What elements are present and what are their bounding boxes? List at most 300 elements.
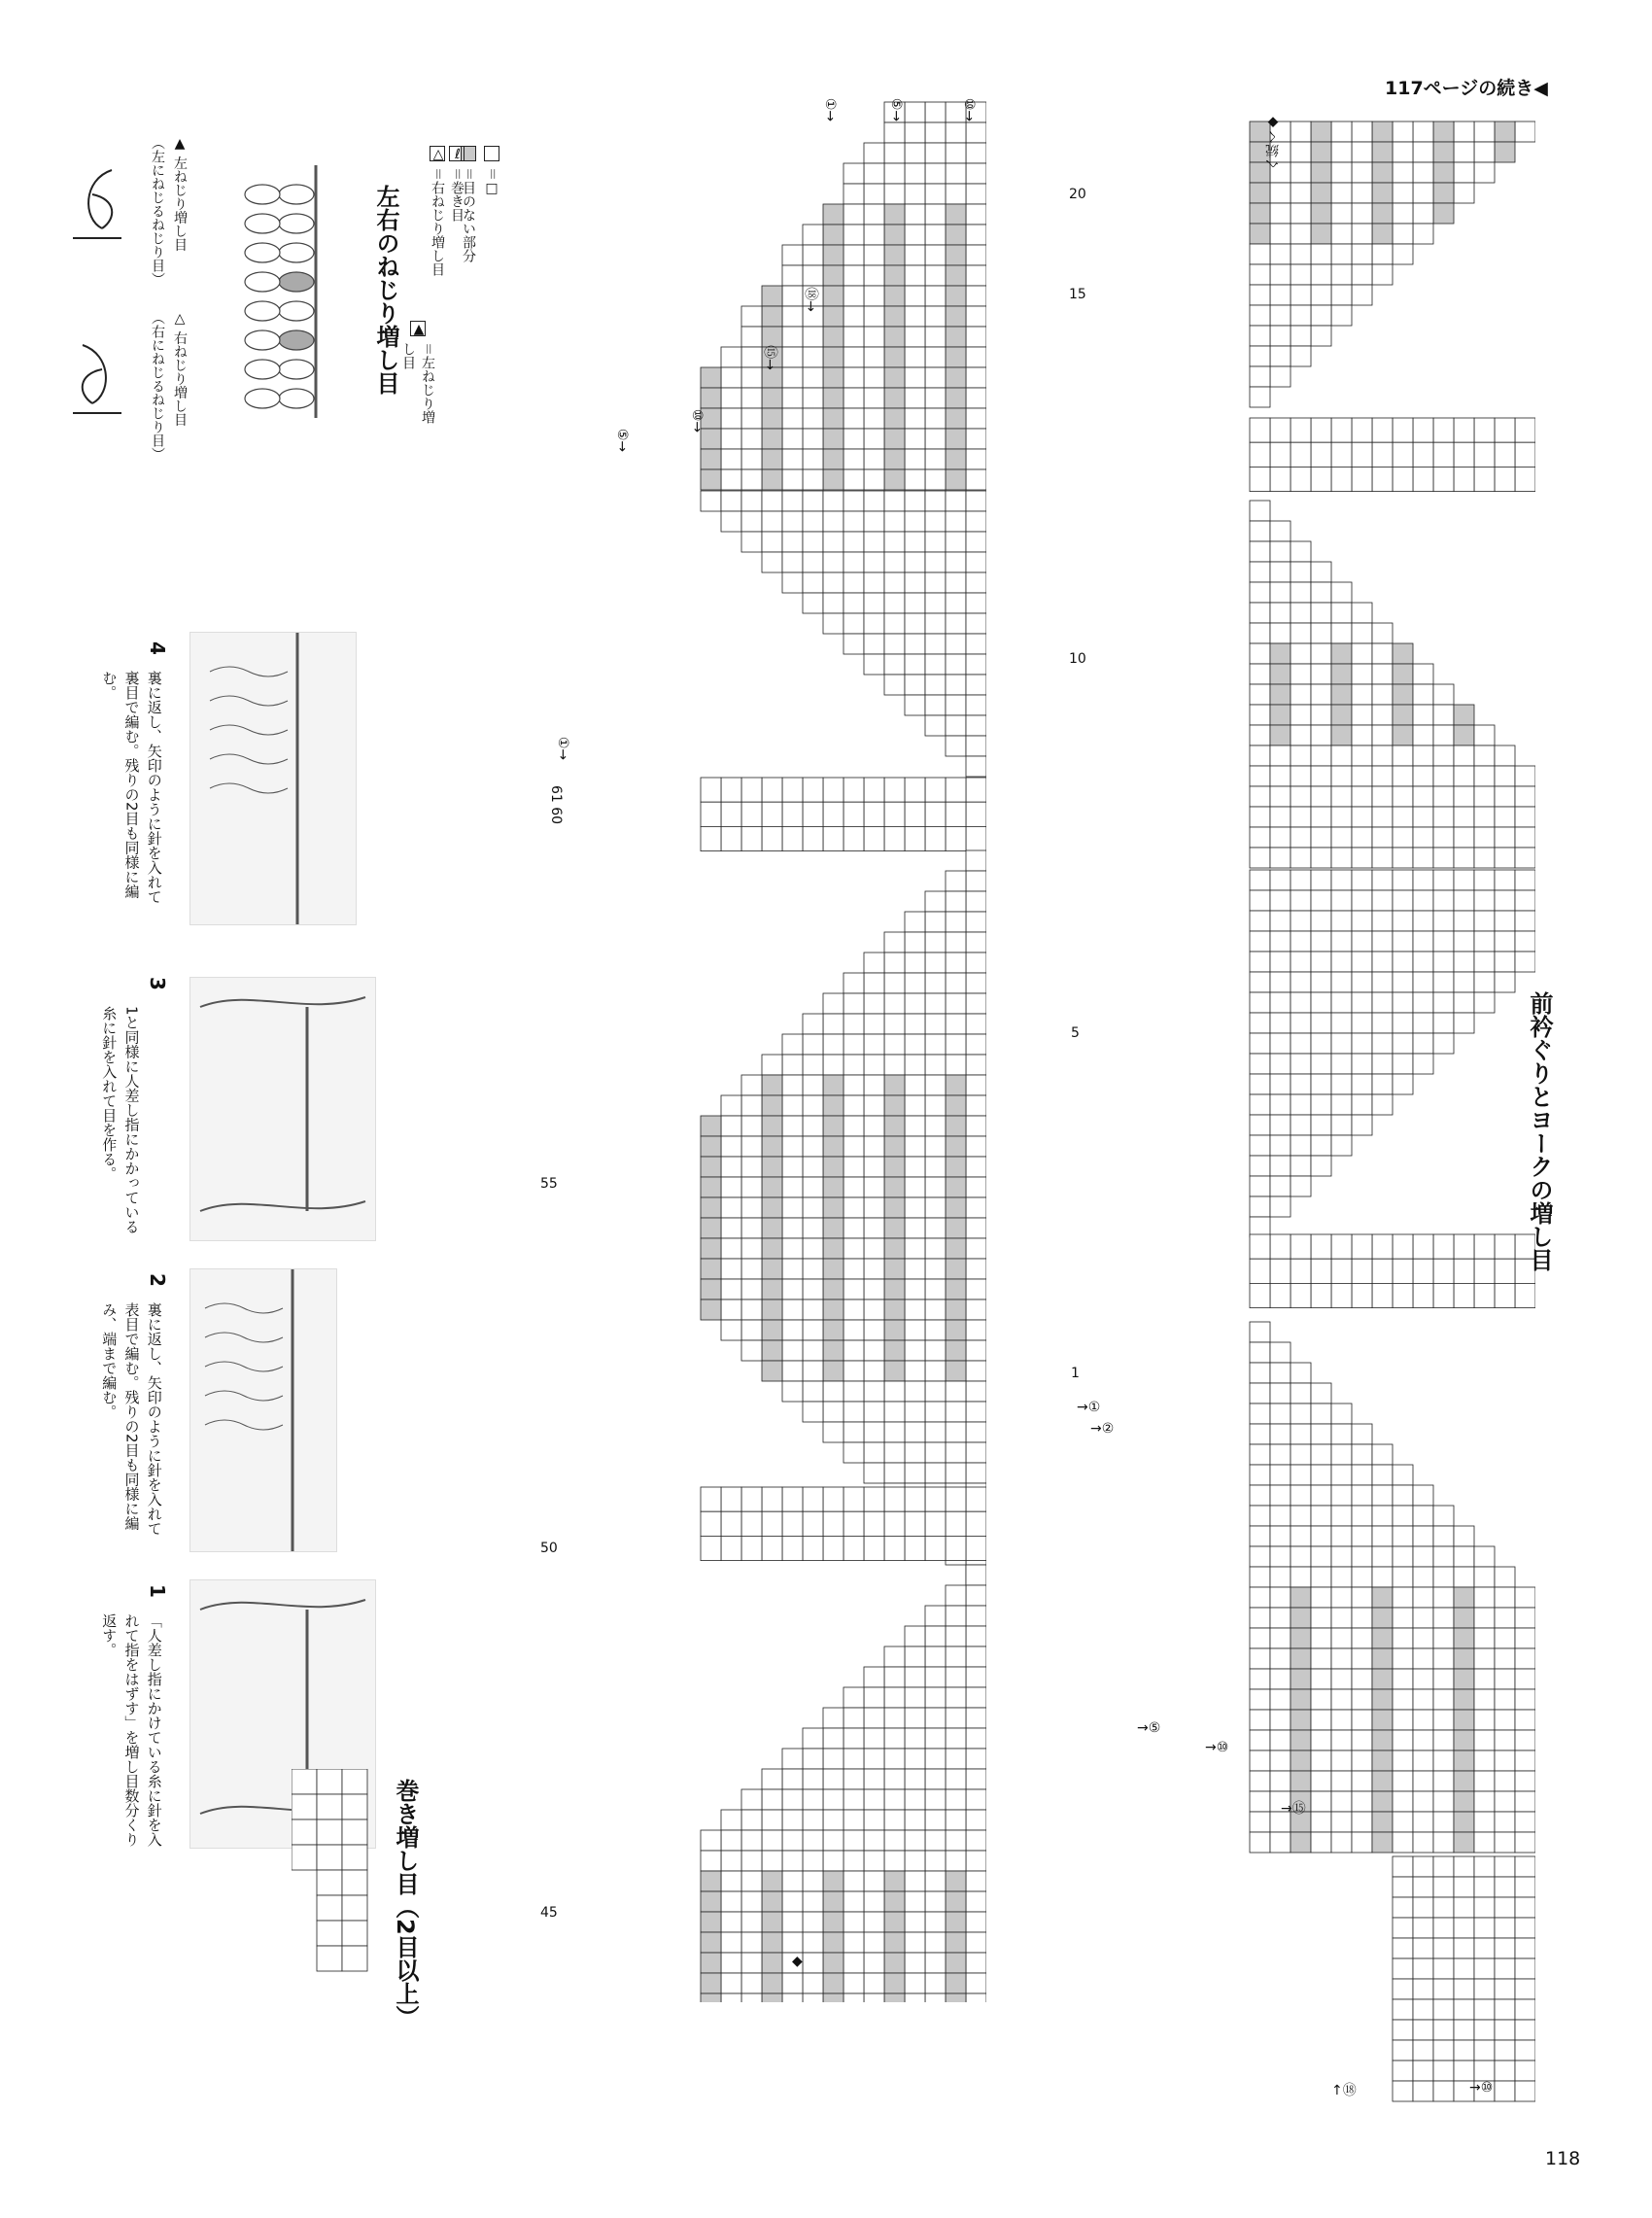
chart-cell [1474, 786, 1495, 807]
chart-cell [823, 572, 843, 593]
chart-cell [1250, 1465, 1270, 1485]
chart-cell [1270, 264, 1291, 285]
chart-cell [1433, 807, 1454, 827]
chart-cell [1250, 224, 1270, 244]
chart-cell [843, 1851, 864, 1871]
chart-cell [1331, 643, 1352, 664]
chart-cell [1270, 827, 1291, 848]
chart-cell [905, 1810, 925, 1830]
chart-cell [1474, 1628, 1495, 1648]
chart-cell [925, 1157, 946, 1177]
chart-cell [1413, 911, 1433, 931]
chart-cell [843, 225, 864, 245]
step-4-number: 4 [146, 641, 169, 655]
chart-cell [782, 1381, 803, 1402]
chart-cell [1454, 1897, 1474, 1918]
chart-cell [762, 1136, 782, 1157]
chart-cell [1331, 827, 1352, 848]
chart-cell [1454, 2020, 1474, 2040]
chart-cell [1250, 244, 1270, 264]
chart-cell [1311, 1648, 1331, 1669]
chart-cell [1311, 162, 1331, 183]
chart-cell [946, 286, 966, 306]
chart-cell [1495, 848, 1515, 868]
chart-cell [1250, 807, 1270, 827]
chart-cell [1433, 1283, 1454, 1307]
chart-cell [1393, 870, 1413, 890]
chart-cell [1393, 1234, 1413, 1259]
chart-cell [884, 245, 905, 265]
chart-cell [925, 1014, 946, 1034]
chart-cell [1372, 1608, 1393, 1628]
chart-cell [884, 1973, 905, 1993]
top-row-label-10: 10 [1069, 651, 1086, 667]
chart-cell [782, 347, 803, 367]
chart-cell [1515, 1669, 1535, 1689]
cast-on-mini-grid [292, 1769, 389, 2061]
chart-cell [741, 429, 762, 449]
chart-cell [1393, 890, 1413, 911]
chart-cell [701, 1116, 721, 1136]
chart-cell [741, 1993, 762, 2002]
chart-cell [823, 1259, 843, 1279]
chart-cell [946, 1769, 966, 1789]
chart-cell [1454, 807, 1474, 827]
chart-cell [803, 802, 823, 826]
chart-cell [966, 143, 986, 163]
chart-cell [925, 245, 946, 265]
chart-cell [1250, 1608, 1270, 1628]
chart-cell [803, 1402, 823, 1422]
chart-cell [1270, 1033, 1291, 1054]
chart-cell [1352, 264, 1372, 285]
chart-cell [1331, 952, 1352, 972]
chart-cell [1372, 1054, 1393, 1074]
chart-cell [946, 778, 966, 802]
bottom-row-label-61-60: 61 60 [548, 784, 565, 825]
chart-cell [762, 327, 782, 347]
chart-cell [1331, 623, 1352, 643]
chart-cell [905, 511, 925, 532]
chart-cell [1250, 1812, 1270, 1832]
chart-cell [1413, 2081, 1433, 2101]
chart-cell [741, 1789, 762, 1810]
chart-cell [1413, 1546, 1433, 1567]
chart-cell [1413, 1877, 1433, 1897]
chart-cell [843, 1116, 864, 1136]
chart-cell [1331, 1259, 1352, 1283]
chart-cell [884, 1810, 905, 1830]
chart-cell [1372, 264, 1393, 285]
chart-cell [1393, 1546, 1413, 1567]
chart-cell [1291, 1485, 1311, 1506]
chart-cell [925, 634, 946, 654]
chart-cell [1291, 684, 1311, 705]
chart-cell [803, 778, 823, 802]
top-row-label-20: 20 [1069, 187, 1086, 202]
chart-cell [905, 675, 925, 695]
chart-cell [1454, 1979, 1474, 1999]
chart-cell [1311, 1587, 1331, 1608]
chart-cell [925, 327, 946, 347]
chart-cell [741, 1851, 762, 1871]
chart-cell [1393, 244, 1413, 264]
chart-cell [843, 204, 864, 225]
mini-chart-cell [317, 1895, 342, 1921]
chart-cell [823, 491, 843, 511]
chart-cell [925, 511, 946, 532]
chart-cell [946, 163, 966, 184]
chart-cell [1393, 911, 1413, 931]
chart-cell [803, 1300, 823, 1320]
chart-cell [1474, 807, 1495, 827]
chart-cell [1474, 1648, 1495, 1669]
chart-cell [1291, 326, 1311, 346]
chart-cell [864, 613, 884, 634]
chart-cell [1372, 1669, 1393, 1689]
chart-cell [1331, 911, 1352, 931]
chart-cell [701, 1912, 721, 1932]
chart-cell [884, 1830, 905, 1851]
chart-cell [1495, 1234, 1515, 1259]
chart-cell [1311, 952, 1331, 972]
chart-cell [823, 1422, 843, 1442]
chart-cell [1352, 911, 1372, 931]
chart-cell [1291, 264, 1311, 285]
chart-cell [1291, 1648, 1311, 1669]
chart-cell [1270, 1383, 1291, 1404]
chart-cell [1331, 1013, 1352, 1033]
chart-cell [925, 491, 946, 511]
chart-cell [843, 802, 864, 826]
chart-cell [803, 1536, 823, 1560]
chart-cell [803, 1953, 823, 1973]
chart-cell [1331, 1444, 1352, 1465]
chart-cell [1372, 1689, 1393, 1710]
chart-cell [966, 1891, 986, 1912]
chart-cell [823, 1891, 843, 1912]
chart-cell [1270, 664, 1291, 684]
chart-cell [1433, 162, 1454, 183]
chart-cell [1291, 244, 1311, 264]
chart-cell [1291, 603, 1311, 623]
chart-cell [823, 1912, 843, 1932]
chart-cell [864, 367, 884, 388]
chart-cell [905, 1136, 925, 1157]
chart-cell [1250, 1404, 1270, 1424]
chart-cell [966, 532, 986, 552]
chart-cell [1454, 1958, 1474, 1979]
chart-cell [823, 532, 843, 552]
top-row-label-15: 15 [1069, 287, 1086, 302]
chart-cell [1331, 582, 1352, 603]
chart-cell [741, 469, 762, 490]
chart-cell [843, 184, 864, 204]
chart-cell [782, 1891, 803, 1912]
chart-cell [925, 225, 946, 245]
chart-cell [1372, 1013, 1393, 1033]
chart-cell [1331, 121, 1352, 142]
chart-cell [946, 367, 966, 388]
chart-cell [843, 1728, 864, 1749]
chart-cell [1250, 1013, 1270, 1033]
chart-cell [966, 1511, 986, 1536]
chart-cell [925, 1381, 946, 1402]
chart-cell [905, 1708, 925, 1728]
chart-cell [1352, 603, 1372, 623]
chart-cell [823, 1320, 843, 1340]
chart-cell [1352, 1526, 1372, 1546]
chart-cell [905, 1626, 925, 1646]
chart-cell [925, 1789, 946, 1810]
chart-cell [1372, 1546, 1393, 1567]
chart-cell [1433, 1648, 1454, 1669]
chart-cell [946, 1993, 966, 2002]
chart-cell [905, 1218, 925, 1238]
chart-cell [1311, 418, 1331, 442]
chart-cell [864, 1300, 884, 1320]
chart-cell [864, 1320, 884, 1340]
chart-cell [884, 1218, 905, 1238]
chart-cell [1515, 931, 1535, 952]
chart-cell [1454, 1812, 1474, 1832]
chart-cell [1311, 1234, 1331, 1259]
chart-cell [782, 1116, 803, 1136]
chart-cell [1474, 1689, 1495, 1710]
chart-cell [1393, 1958, 1413, 1979]
chart-cell [1311, 664, 1331, 684]
chart-cell [864, 953, 884, 973]
chart-cell [721, 491, 741, 511]
chart-cell [1433, 1979, 1454, 1999]
chart-cell [1515, 952, 1535, 972]
chart-cell [1311, 285, 1331, 305]
chart-cell [946, 408, 966, 429]
chart-cell [1311, 1750, 1331, 1771]
chart-cell [864, 1851, 884, 1871]
chart-cell [905, 1646, 925, 1667]
chart-cell [843, 1075, 864, 1095]
chart-cell [843, 245, 864, 265]
chart-cell [884, 532, 905, 552]
chart-cell [1372, 1587, 1393, 1608]
chart-cell [966, 347, 986, 367]
mini-chart-cell [292, 1794, 317, 1819]
chart-cell [803, 1728, 823, 1749]
chart-cell [1291, 664, 1311, 684]
chart-cell [1352, 1608, 1372, 1628]
bottom-arrow-5: ⑤→ [888, 97, 905, 122]
chart-cell [762, 1871, 782, 1891]
mini-chart-cell [342, 1819, 367, 1845]
chart-cell [1433, 1689, 1454, 1710]
chart-cell [1311, 1135, 1331, 1156]
chart-cell [721, 1932, 741, 1953]
mini-chart-cell [317, 1769, 342, 1794]
chart-cell [1454, 827, 1474, 848]
chart-cell [864, 1136, 884, 1157]
chart-cell [1311, 1689, 1331, 1710]
chart-cell [843, 532, 864, 552]
chart-cell [864, 1279, 884, 1300]
chart-cell [1372, 911, 1393, 931]
chart-cell [1372, 1526, 1393, 1546]
chart-cell [741, 1912, 762, 1932]
chart-cell [762, 511, 782, 532]
chart-cell [946, 1585, 966, 1606]
chart-cell [1291, 1234, 1311, 1259]
chart-cell [905, 1442, 925, 1463]
chart-cell [1270, 870, 1291, 890]
chart-cell [782, 1177, 803, 1197]
chart-cell [946, 1511, 966, 1536]
chart-cell [884, 347, 905, 367]
chart-cell [1352, 1587, 1372, 1608]
chart-cell [823, 593, 843, 613]
chart-cell [864, 778, 884, 802]
chart-cell [1270, 725, 1291, 745]
chart-cell [884, 491, 905, 511]
chart-cell [1372, 643, 1393, 664]
chart-cell [925, 1095, 946, 1116]
bottom-arrow-10: ⑩→ [961, 97, 978, 122]
chart-cell [946, 826, 966, 850]
chart-cell [721, 1536, 741, 1560]
chart-cell [1250, 766, 1270, 786]
chart-cell [1413, 442, 1433, 467]
chart-cell [1474, 1587, 1495, 1608]
chart-cell [1291, 1383, 1311, 1404]
step-1-number: 1 [146, 1584, 169, 1598]
chart-cell [1250, 911, 1270, 931]
chart-cell [1495, 745, 1515, 766]
chart-cell [1474, 766, 1495, 786]
chart-cell [1352, 1710, 1372, 1730]
chart-cell [1393, 725, 1413, 745]
chart-cell [925, 1646, 946, 1667]
chart-cell [762, 1789, 782, 1810]
chart-cell [1270, 1465, 1291, 1485]
chart-cell [1372, 623, 1393, 643]
chart-cell [925, 891, 946, 912]
chart-cell [946, 265, 966, 286]
chart-cell [946, 469, 966, 490]
chart-cell [905, 1769, 925, 1789]
chart-cell [741, 327, 762, 347]
chart-cell [1291, 582, 1311, 603]
chart-cell [1413, 870, 1433, 890]
chart-cell [966, 1728, 986, 1749]
chart-cell [782, 1487, 803, 1511]
chart-cell [1413, 1587, 1433, 1608]
chart-cell [1352, 1546, 1372, 1567]
chart-cell [1291, 705, 1311, 725]
chart-cell [1250, 1526, 1270, 1546]
chart-cell [946, 1116, 966, 1136]
chart-cell [823, 204, 843, 225]
chart-cell [721, 367, 741, 388]
chart-cell [1250, 1710, 1270, 1730]
chart-cell [884, 1953, 905, 1973]
chart-cell [925, 469, 946, 490]
chart-cell [864, 1075, 884, 1095]
chart-cell [762, 1851, 782, 1871]
chart-cell [925, 552, 946, 572]
chart-cell [925, 122, 946, 143]
chart-cell [1413, 684, 1433, 705]
chart-cell [762, 469, 782, 490]
chart-cell [701, 1197, 721, 1218]
chart-cell [905, 1912, 925, 1932]
chart-cell [1515, 1918, 1535, 1938]
chart-cell [762, 1993, 782, 2002]
chart-cell [905, 1422, 925, 1442]
chart-cell [905, 1871, 925, 1891]
chart-cell [1250, 1094, 1270, 1115]
chart-cell [946, 1953, 966, 1973]
chart-cell [925, 1055, 946, 1075]
chart-cell [1454, 183, 1474, 203]
chart-cell [905, 1238, 925, 1259]
chart-cell [925, 1340, 946, 1361]
chart-cell [884, 572, 905, 593]
chart-cell [1331, 305, 1352, 326]
chart-cell [701, 1279, 721, 1300]
chart-cell [762, 306, 782, 327]
chart-cell [925, 1626, 946, 1646]
chart-cell [905, 552, 925, 572]
chart-cell [1413, 725, 1433, 745]
chart-cell [843, 1340, 864, 1361]
mini-chart-cell [342, 1794, 367, 1819]
chart-cell [1270, 1546, 1291, 1567]
chart-cell [1291, 1608, 1311, 1628]
chart-cell [762, 1259, 782, 1279]
chart-cell [1474, 1750, 1495, 1771]
chart-cell [721, 1177, 741, 1197]
chart-cell [864, 163, 884, 184]
chart-cell [884, 204, 905, 225]
chart-cell [843, 1830, 864, 1851]
bottom-arrow-18: ⑱→ [802, 287, 818, 312]
chart-cell [721, 388, 741, 408]
chart-cell [762, 1075, 782, 1095]
chart-cell [1270, 1424, 1291, 1444]
chart-cell [1311, 1608, 1331, 1628]
chart-cell [1270, 1234, 1291, 1259]
chart-cell [1433, 1669, 1454, 1689]
chart-cell [864, 449, 884, 469]
chart-cell [1250, 1546, 1270, 1567]
chart-cell [1270, 1771, 1291, 1791]
chart-cell [1352, 121, 1372, 142]
chart-cell [1454, 1587, 1474, 1608]
chart-cell [762, 449, 782, 469]
chart-cell [1413, 807, 1433, 827]
chart-cell [741, 511, 762, 532]
chart-cell [741, 1487, 762, 1511]
chart-cell [1250, 183, 1270, 203]
chart-cell [905, 306, 925, 327]
chart-cell [1454, 1608, 1474, 1628]
chart-cell [1311, 1812, 1331, 1832]
top-arrow-18: ↑⑱ [1331, 2083, 1357, 2098]
chart-cell [1393, 121, 1413, 142]
chart-cell [701, 1238, 721, 1259]
chart-cell [864, 1177, 884, 1197]
chart-cell [966, 163, 986, 184]
chart-cell [966, 1381, 986, 1402]
